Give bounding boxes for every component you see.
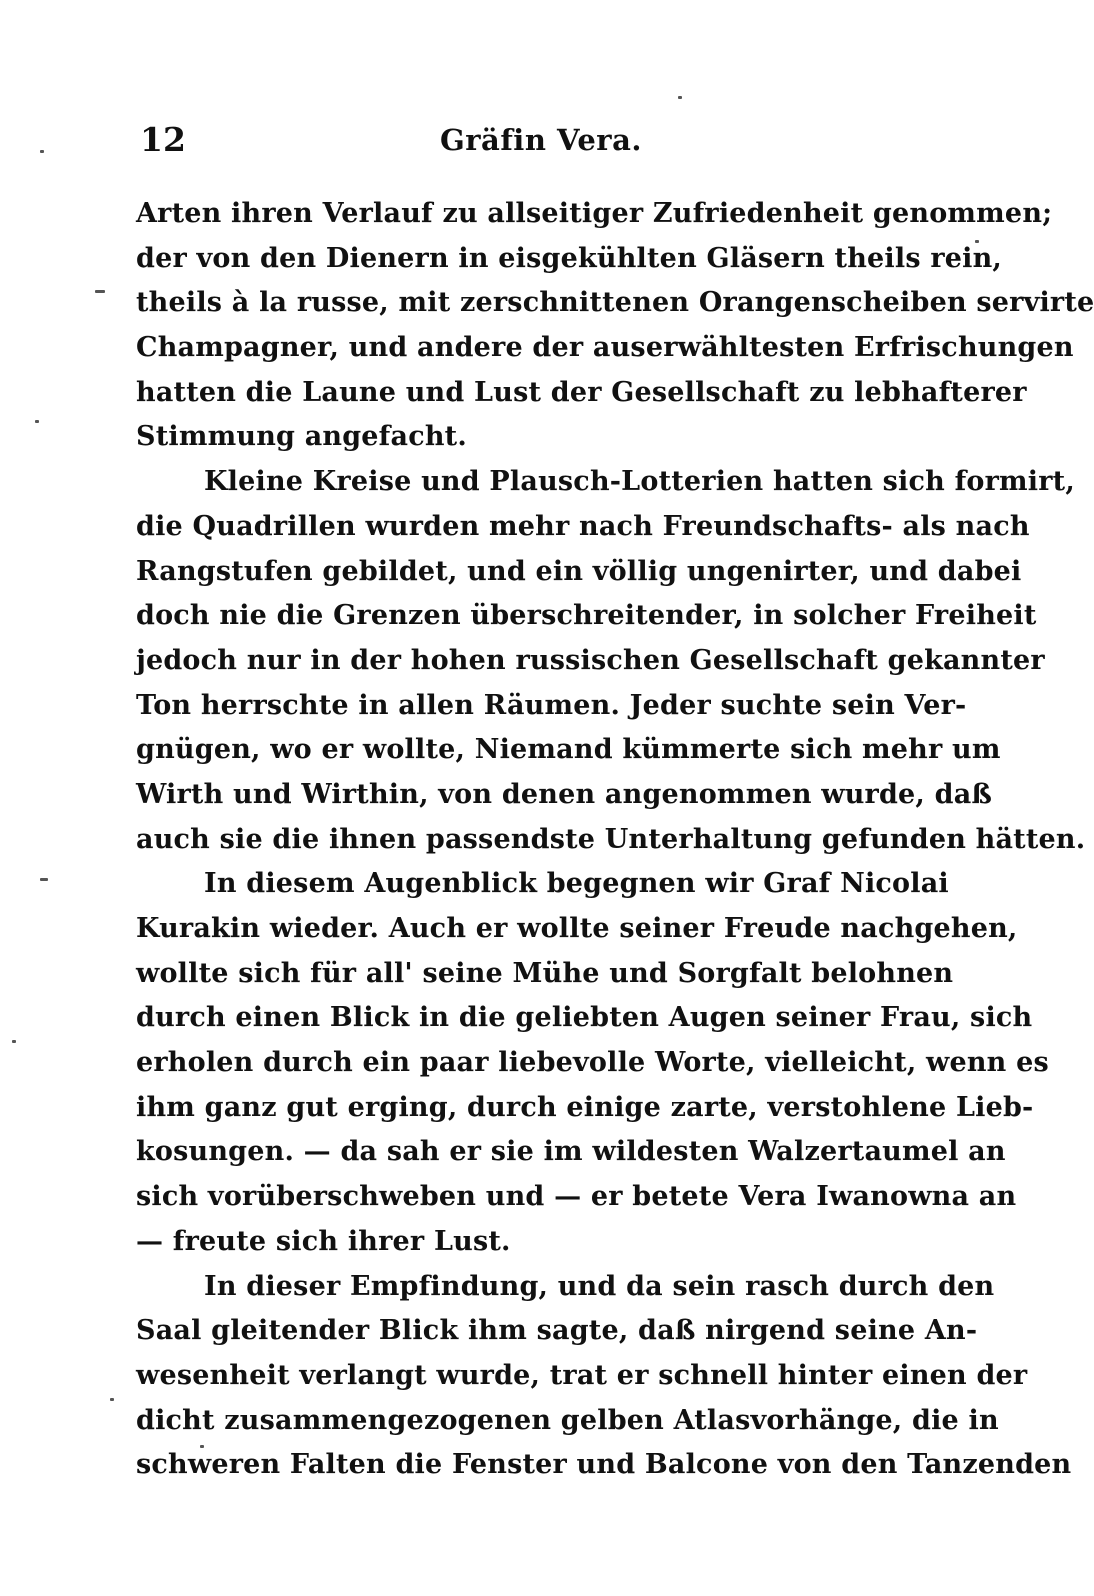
text-line: durch einen Blick in die geliebten Augen seiner Frau, sich	[136, 1002, 1033, 1034]
page-number: 12	[140, 120, 186, 159]
text-line: Ton herrschte in allen Räumen. Jeder suchte sein Ver-	[136, 689, 967, 721]
text-line: erholen durch ein paar liebevolle Worte, vielleicht, wenn es	[136, 1047, 1049, 1079]
text-line: dicht zusammengezogenen gelben Atlasvorhänge, die in	[136, 1404, 999, 1436]
text-line: Rangstufen gebildet, und ein völlig ungenirter, und dabei	[136, 555, 1022, 587]
text-line: auch sie die ihnen passendste Unterhaltung gefunden hätten.	[136, 823, 1086, 855]
page-header	[140, 118, 930, 162]
scan-speck	[35, 420, 39, 423]
text-line: Stimmung angefacht.	[136, 421, 467, 453]
text-line: In dieser Empfindung, und da sein rasch durch den	[204, 1270, 995, 1302]
text-line: Arten ihren Verlauf zu allseitiger Zufriedenheit genommen;	[136, 198, 1053, 229]
scan-speck	[40, 150, 44, 153]
text-line: doch nie die Grenzen überschreitender, in solcher Freiheit	[136, 600, 1037, 632]
text-line: hatten die Laune und Lust der Gesellschaft zu lebhafterer	[136, 376, 1027, 408]
scan-speck	[12, 1040, 16, 1043]
scan-speck	[95, 290, 105, 293]
text-line: schweren Falten die Fenster und Balcone von den Tanzenden	[136, 1449, 1072, 1481]
text-line: In diesem Augenblick begegnen wir Graf Nicolai	[204, 868, 949, 900]
text-line: wollte sich für all' seine Mühe und Sorgfalt belohnen	[136, 957, 954, 989]
text-line: ihm ganz gut erging, durch einige zarte, verstohlene Lieb-	[136, 1091, 1034, 1123]
text-line: Saal gleitender Blick ihm sagte, daß nirgend seine An-	[136, 1315, 978, 1347]
body-text	[136, 192, 1094, 1488]
text-line: jedoch nur in der hohen russischen Gesellschaft gekannter	[136, 644, 1045, 676]
text-line: kosungen. — da sah er sie im wildesten Walzertaumel an	[136, 1136, 1006, 1168]
text-line: Kurakin wieder. Auch er wollte seiner Freude nachgehen,	[136, 913, 1018, 944]
text-line: Wirth und Wirthin, von denen angenommen wurde, daß	[136, 778, 993, 810]
text-line: Kleine Kreise und Plausch-Lotterien hatten sich formirt,	[204, 466, 1075, 498]
text-line: gnügen, wo er wollte, Niemand kümmerte sich mehr um	[136, 734, 1001, 766]
scan-speck	[678, 96, 682, 99]
scan-speck	[110, 1398, 114, 1401]
text-line: theils à la russe, mit zerschnittenen Orangenscheiben servirte	[136, 287, 1094, 319]
scan-speck	[200, 1445, 204, 1448]
text-line: sich vorüberschweben und — er betete Vera Iwanowna an	[136, 1181, 1017, 1213]
text-line: der von den Dienern in eisgekühlten Gläsern theils rein,	[136, 242, 1003, 274]
text-line: wesenheit verlangt wurde, trat er schnell hinter einen der	[136, 1359, 1028, 1391]
scan-speck	[975, 240, 979, 243]
running-title: Gräfin Vera.	[440, 123, 642, 157]
text-line: die Quadrillen wurden mehr nach Freundschafts- als nach	[136, 510, 1030, 542]
scan-speck	[40, 878, 48, 881]
text-line: Champagner, und andere der auserwähltesten Erfrischungen	[136, 332, 1074, 364]
text-line: — freute sich ihrer Lust.	[136, 1225, 511, 1257]
